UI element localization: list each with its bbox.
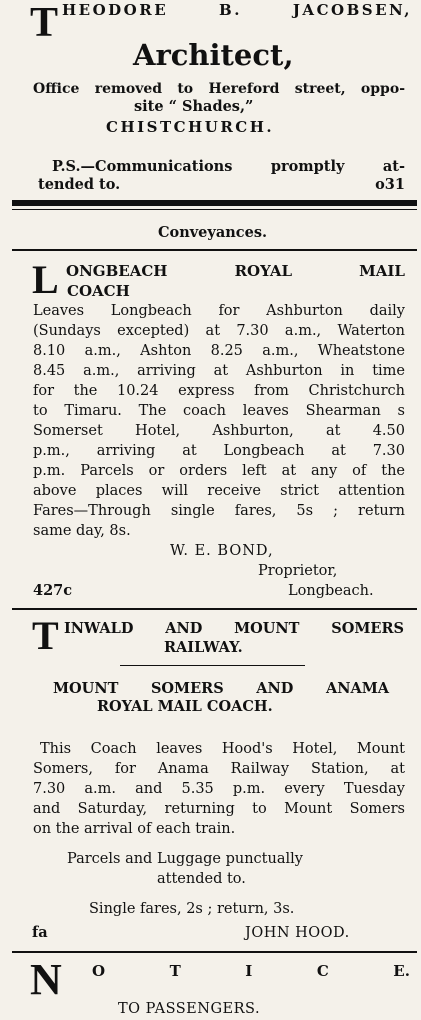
ps-line-2 [38, 176, 405, 194]
coach-title-line-1 [66, 262, 405, 280]
hood-signer: JOHN HOOD. [245, 925, 350, 941]
hood-line-2: Somers, for Anama Railway Station, at [33, 761, 405, 777]
notice-letter-3: I [245, 962, 253, 980]
office-line-2: site “ Shades,” [134, 98, 254, 115]
drop-cap-t: T [30, 0, 59, 46]
coach-signer: W. E. BOND, [170, 543, 274, 559]
coach-line-9: p.m. Parcels or orders left at any of the [33, 463, 405, 479]
railway-title-line-2: RAILWAY. [164, 639, 243, 656]
railway-title-line-1: INWALD AND MOUNT SOMERS [64, 620, 404, 637]
coach-line-6: to Timaru. The coach leaves Shearman s [33, 403, 405, 419]
coach-title-line-2: COACH [67, 282, 130, 300]
parcels-line-2: attended to. [157, 871, 246, 887]
notice-letter-4: C [316, 962, 329, 980]
sub-divider [120, 665, 305, 666]
thin-divider [12, 209, 417, 210]
coach-line-10: above places will receive strict attention [33, 483, 405, 499]
hood-line-5: on the arrival of each train. [33, 821, 236, 837]
ps-text: tended to. [38, 176, 121, 193]
section-divider [12, 608, 417, 610]
coach-title-word-2: ROYAL [234, 262, 293, 280]
ps-code: o31 [375, 176, 405, 193]
coach-line-4: 8.45 a.m., arriving at Ashburton in time [33, 363, 405, 379]
section-heading-conveyances: Conveyances. [158, 224, 268, 241]
coach-signer-role: Proprietor, [258, 563, 338, 579]
office-city: CHISTCHURCH. [106, 118, 275, 136]
hood-ad-code: fa [32, 924, 48, 941]
notice-subtitle: TO PASSENGERS. [118, 1001, 261, 1017]
coach-line-8: p.m., arriving at Longbeach at 7.30 [33, 443, 405, 459]
coach-line-5: for the 10.24 express from Christchurch [33, 383, 405, 399]
notice-letters [92, 962, 410, 980]
office-line-1: Office removed to Hereford street, oppo- [33, 81, 405, 97]
drop-cap-n: N [30, 955, 62, 1004]
drop-cap-l: L [32, 257, 59, 302]
coach-ad-code: 427c [33, 582, 73, 599]
hood-line-3: 7.30 a.m. and 5.35 p.m. every Tuesday [33, 781, 405, 797]
hood-line-4: and Saturday, returning to Mount Somers [33, 801, 405, 817]
notice-letter-2: T [169, 962, 181, 980]
coach-title-word-3: MAIL [359, 262, 405, 280]
coach-line-2: (Sundays excepted) at 7.30 a.m., Waterton [33, 323, 405, 339]
coach-line-7: Somerset Hotel, Ashburton, at 4.50 [33, 423, 405, 439]
coach-line-12: same day, 8s. [33, 523, 131, 539]
notice-letter-1: O [92, 962, 106, 980]
fares-line: Single fares, 2s ; return, 3s. [89, 901, 295, 917]
hood-line-1: This Coach leaves Hood's Hotel, Mount [40, 741, 405, 757]
coach-place: Longbeach. [288, 583, 374, 599]
coach-subtitle-line-1: MOUNT SOMERS AND ANAMA [53, 680, 389, 697]
coach-subtitle-line-2: ROYAL MAIL COACH. [97, 698, 273, 715]
coach-line-11: Fares—Through single fares, 5s ; return [33, 503, 405, 519]
architect-title: Architect, [133, 38, 294, 72]
architect-name: HEODORE B. JACOBSEN, [62, 1, 412, 19]
notice-letter-5: E. [393, 962, 410, 980]
coach-line-3: 8.10 a.m., Ashton 8.25 a.m., Wheatstone [33, 343, 405, 359]
section-divider [12, 249, 417, 251]
section-divider [12, 951, 417, 953]
parcels-line-1: Parcels and Luggage punctually [67, 851, 303, 867]
ps-line-1: P.S.—Communications promptly at- [52, 158, 405, 175]
drop-cap-t: T [32, 613, 59, 658]
coach-line-1: Leaves Longbeach for Ashburton daily [33, 303, 405, 319]
thick-divider [12, 200, 417, 206]
coach-title-word-1: ONGBEACH [66, 262, 168, 280]
